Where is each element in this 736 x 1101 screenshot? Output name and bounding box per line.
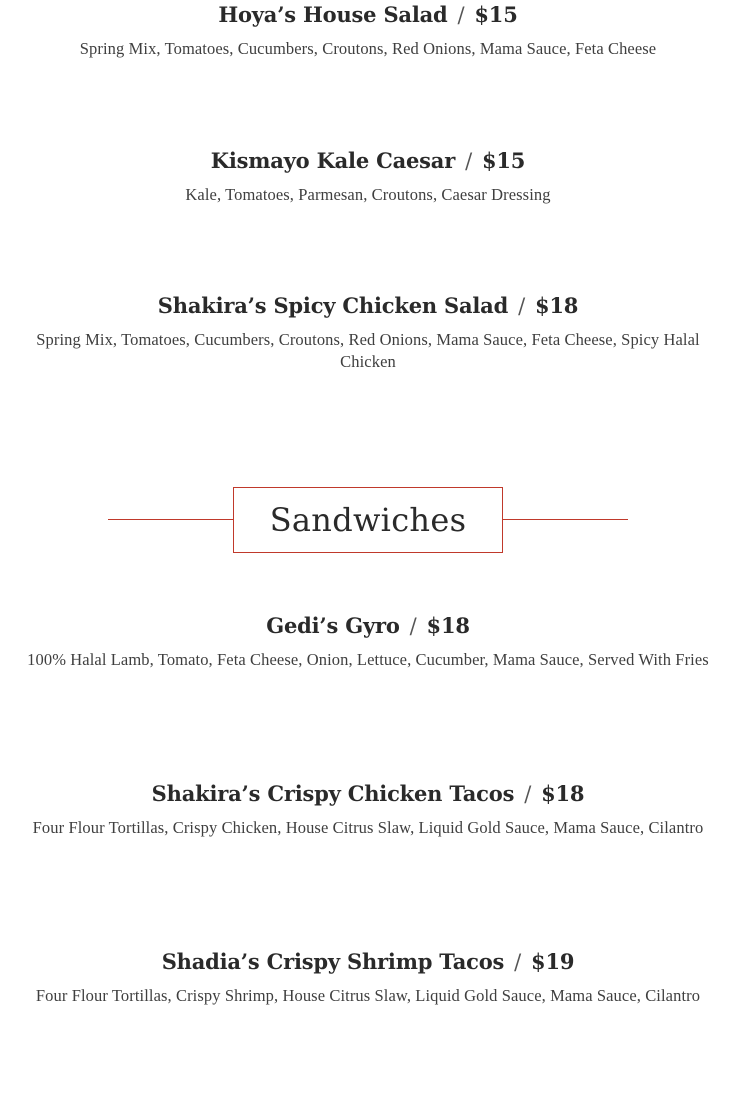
- section-rule-left: [108, 519, 233, 520]
- section-header: [108, 487, 628, 553]
- section-rule-right: [503, 519, 628, 520]
- menu-item-price: $19: [531, 949, 575, 974]
- price-separator: /: [457, 3, 465, 27]
- price-separator: /: [514, 950, 522, 974]
- menu-item-title: [0, 291, 736, 321]
- menu-item-name: Shakira’s Crispy Chicken Tacos: [151, 781, 515, 806]
- menu-item-title: [0, 611, 736, 641]
- menu-item-price: $15: [481, 148, 526, 173]
- menu-item-price: $18: [426, 613, 470, 638]
- menu-item-name: Shadia’s Crispy Shrimp Tacos: [161, 949, 505, 974]
- menu-item: [0, 0, 736, 60]
- menu-item: [0, 291, 736, 373]
- menu-item-price: $18: [534, 293, 579, 318]
- menu-item-title: [0, 947, 736, 977]
- menu-item-description: Kale, Tomatoes, Parmesan, Croutons, Caesar Dressing: [185, 185, 551, 204]
- menu-item-description: Spring Mix, Tomatoes, Cucumbers, Croutons, Red Onions, Mama Sauce, Feta Cheese: [79, 39, 657, 58]
- price-separator: /: [524, 782, 532, 806]
- menu-item-price: $18: [541, 781, 585, 806]
- menu-item-title: [0, 779, 736, 809]
- menu-item: [0, 779, 736, 839]
- menu-item-title: [0, 146, 736, 176]
- price-separator: /: [518, 294, 525, 318]
- menu-item-name: Hoya’s House Salad: [218, 2, 448, 27]
- price-separator: /: [409, 614, 417, 638]
- section-title: Sandwiches: [269, 501, 467, 539]
- menu-item-title: [0, 0, 736, 30]
- section-title-box: [233, 487, 503, 553]
- price-separator: /: [465, 149, 472, 173]
- menu-item-name: Kismayo Kale Caesar: [210, 148, 456, 173]
- menu-item: [0, 146, 736, 206]
- menu-item-name: Gedi’s Gyro: [266, 613, 400, 638]
- menu-item-description: Spring Mix, Tomatoes, Cucumbers, Croutons, Red Onions, Mama Sauce, Feta Cheese, Spicy Halal Chicken: [36, 330, 700, 371]
- menu-item: [0, 947, 736, 1007]
- menu-item-description: 100% Halal Lamb, Tomato, Feta Cheese, Onion, Lettuce, Cucumber, Mama Sauce, Served With Fries: [27, 650, 709, 669]
- menu-item-name: Shakira’s Spicy Chicken Salad: [157, 293, 509, 318]
- menu-item-description: Four Flour Tortillas, Crispy Shrimp, House Citrus Slaw, Liquid Gold Sauce, Mama Sauce, Cilantro: [35, 986, 701, 1005]
- menu-item: [0, 611, 736, 671]
- menu-item-description: Four Flour Tortillas, Crispy Chicken, House Citrus Slaw, Liquid Gold Sauce, Mama Sauce, Cilantro: [32, 818, 704, 837]
- menu-item-price: $15: [474, 2, 518, 27]
